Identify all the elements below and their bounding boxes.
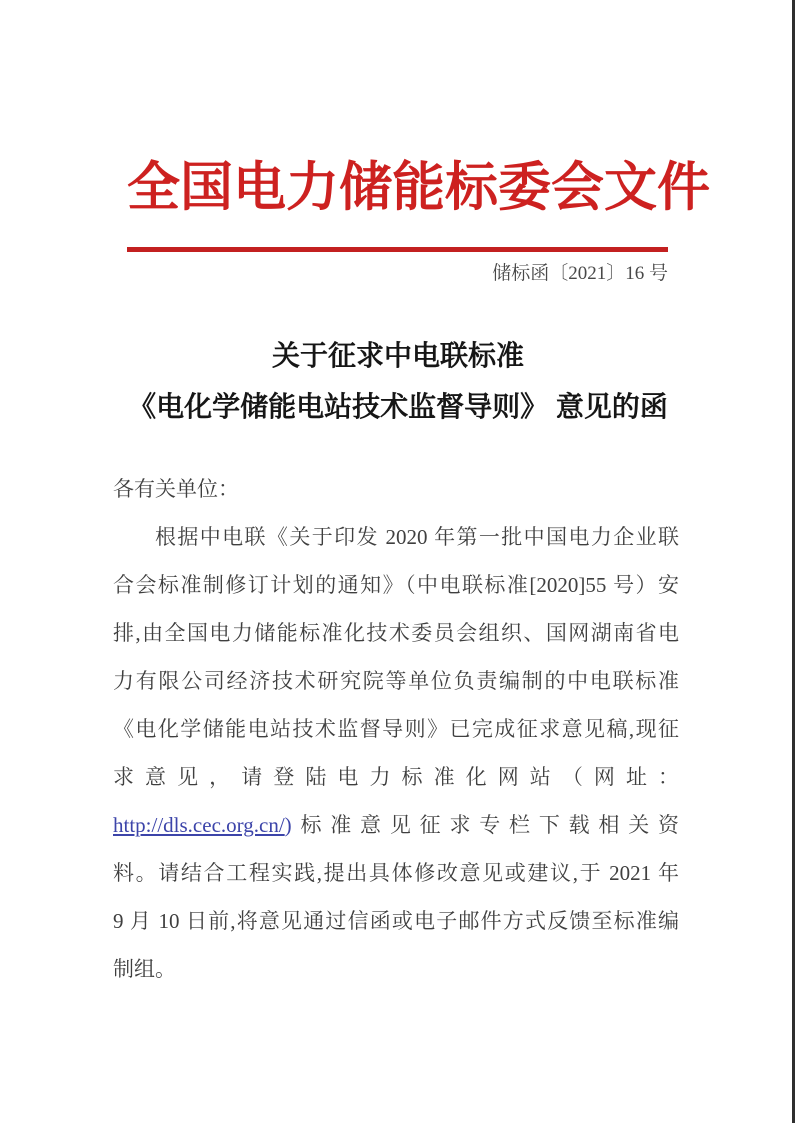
- body-line: 求意见，请登陆电力标准化网站（网址：: [113, 765, 679, 789]
- body-line: 合会标准制修订计划的通知》（中电联标准[2020]55 号）安: [113, 573, 679, 597]
- document-number: 储标函〔2021〕16 号: [492, 263, 668, 284]
- letter-body: [113, 465, 679, 993]
- page-edge-line: [792, 0, 795, 1123]
- salutation: 各有关单位：: [113, 477, 239, 501]
- body-line-with-link: [113, 801, 679, 849]
- body-line: 力有限公司经济技术研究院等单位负责编制的中电联标准: [113, 669, 679, 693]
- body-line: 制组。: [113, 957, 176, 981]
- body-line-rest: 标准意见征求专栏下载相关资: [291, 813, 679, 837]
- document-title-line1: 关于征求中电联标准: [271, 340, 524, 371]
- letterhead-banner: 全国电力储能标委会文件: [127, 159, 710, 217]
- body-line: 9 月 10 日前,将意见通过信函或电子邮件方式反馈至标准编: [113, 909, 679, 933]
- body-line: 根据中电联《关于印发 2020 年第一批中国电力企业联: [155, 525, 679, 549]
- red-divider-rule: [127, 247, 668, 252]
- document-title: [80, 330, 716, 432]
- body-line: 《电化学储能电站技术监督导则》已完成征求意见稿,现征: [113, 717, 679, 741]
- standards-website-link[interactable]: http://dls.cec.org.cn/: [113, 813, 285, 837]
- document-title-line2: 《电化学储能电站技术监督导则》 意见的函: [128, 391, 668, 422]
- body-line: 排,由全国电力储能标准化技术委员会组织、国网湖南省电: [113, 621, 679, 645]
- link-closing-paren: ): [284, 813, 292, 837]
- body-line: 料。请结合工程实践,提出具体修改意见或建议,于 2021 年: [113, 861, 679, 885]
